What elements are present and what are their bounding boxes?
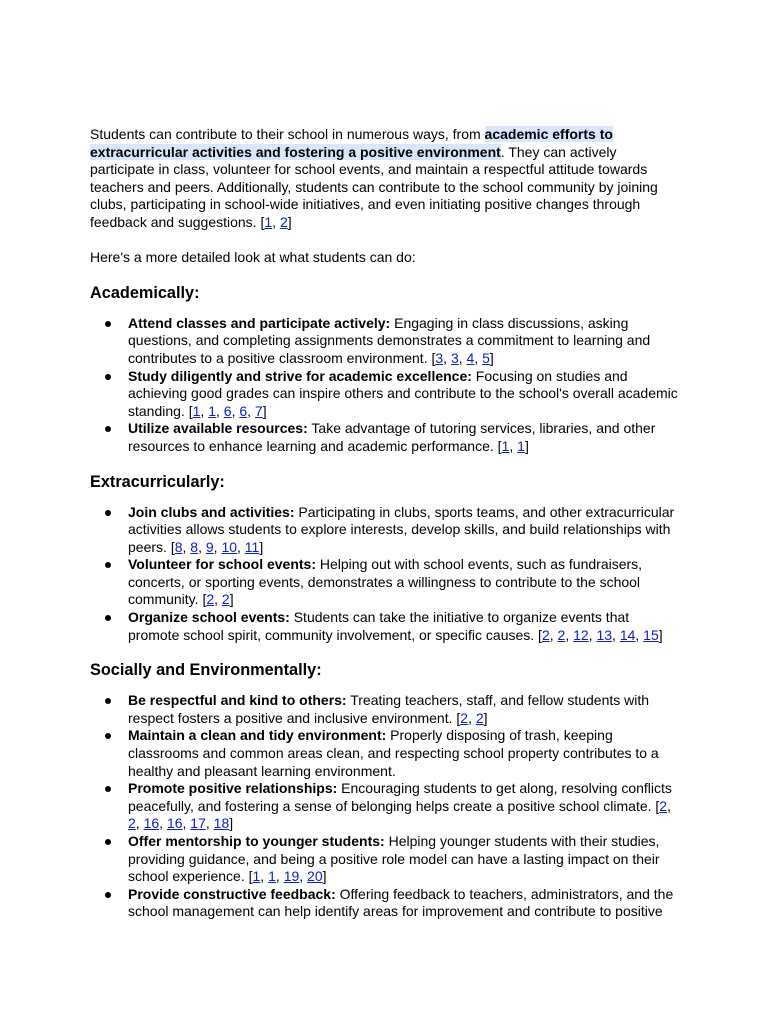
item-term: Promote positive relationships: <box>128 780 338 797</box>
citation-link[interactable]: 1 <box>501 437 510 454</box>
item-description: Focusing on studies and achieving good grades can inspire others and contribute to the school's overall academic standing. <box>128 367 678 419</box>
bullet-list <box>90 504 684 645</box>
list-item <box>90 609 684 644</box>
list-item <box>90 556 684 609</box>
item-description: Encouraging students to get along, resolving conflicts peacefully, and fostering a sense of belonging helps create a positive school climate. <box>128 780 672 814</box>
citation-link[interactable]: 2 <box>541 626 550 643</box>
item-term: Be respectful and kind to others: <box>128 692 347 709</box>
citation-link[interactable]: 14 <box>619 626 636 643</box>
lead-sentence: Here's a more detailed look at what students can do: <box>90 249 416 266</box>
highlighted-phrase: academic efforts to extracurricular activities and fostering a positive environment <box>90 126 613 160</box>
section-heading: Academically: <box>90 283 200 302</box>
citation-link[interactable]: 2 <box>659 797 668 814</box>
list-item <box>90 368 684 421</box>
citation-link[interactable]: 2 <box>475 709 484 726</box>
citation-link[interactable]: 20 <box>307 868 323 885</box>
item-term: Provide constructive feedback: <box>128 885 336 902</box>
citation-link[interactable]: 2 <box>128 815 136 832</box>
bullet-list <box>90 692 684 921</box>
section-heading: Extracurricularly: <box>90 472 225 491</box>
item-description: Students can take the initiative to organize events that promote school spirit, community involvement, or specific causes. <box>128 609 630 643</box>
citation-link[interactable]: 2 <box>221 591 230 608</box>
item-description: Properly disposing of trash, keeping classrooms and common areas clean, and respecting school property contributes to a healthy and pleasant learning environment. <box>128 727 659 779</box>
list-item <box>90 833 684 886</box>
item-term: Volunteer for school events: <box>128 556 316 573</box>
list-item <box>90 420 684 455</box>
item-description: Helping out with school events, such as fundraisers, concerts, or sporting events, demonstrates a willingness to contribute to the school community. <box>128 556 643 608</box>
citation-group: [2, 2] <box>202 591 234 608</box>
item-term: Maintain a clean and tidy environment: <box>128 727 387 744</box>
citation-link[interactable]: 9 <box>205 538 214 555</box>
item-description: Engaging in class discussions, asking questions, and completing assignments demonstrates a commitment to learning and contributes to a positive classroom environment. <box>128 314 651 366</box>
item-description: Treating teachers, staff, and fellow students with respect fosters a positive and inclusive environment. <box>128 692 650 726</box>
citation-group: [2, 2, 16, 16, 17, 18] <box>128 797 671 832</box>
citation-link[interactable]: 1 <box>192 402 201 419</box>
section-heading: Socially and Environmentally: <box>90 661 322 680</box>
item-description: Take advantage of tutoring services, libraries, and other resources to enhance learning and academic performance. <box>128 420 656 454</box>
citation-group: [1, 1] <box>497 437 529 454</box>
intro-paragraph <box>90 126 684 232</box>
citation-group: [2, 2, 12, 13, 14, 15] <box>538 626 663 643</box>
citation-link[interactable]: 6 <box>239 402 248 419</box>
item-description: Helping younger students with their studies, providing guidance, and being a positive role model can have a lasting impact on their school experience. <box>128 833 660 885</box>
citation-link[interactable]: 3 <box>435 349 444 366</box>
citation-link[interactable]: 5 <box>482 349 490 366</box>
citation-link[interactable]: 2 <box>557 626 566 643</box>
citation-group: [1, 1, 19, 20] <box>248 868 327 885</box>
item-term: Attend classes and participate actively: <box>128 314 391 331</box>
citation-link[interactable]: 12 <box>573 626 589 643</box>
citation-group: [2, 2] <box>456 709 488 726</box>
bullet-list <box>90 315 684 456</box>
intro-text-start: Students can contribute to their school in numerous ways, from <box>90 126 485 142</box>
item-description: Participating in clubs, sports teams, and other extracurricular activities allows students to explore interests, develop skills, and build relationships with peers. <box>128 503 675 555</box>
citation-link[interactable]: 1 <box>268 868 276 885</box>
item-description: Offering feedback to teachers, administrators, and the school management can help identify areas for improvement and contribute to positive <box>128 885 674 920</box>
citation-link[interactable]: 16 <box>143 815 160 832</box>
item-term: Organize school events: <box>128 609 290 626</box>
item-term: Join clubs and activities: <box>128 503 295 520</box>
list-item <box>90 780 684 833</box>
document-content <box>90 126 684 921</box>
citation-link[interactable]: 13 <box>596 626 613 643</box>
citation-link[interactable]: 1 <box>252 868 261 885</box>
list-item <box>90 727 684 780</box>
citation-link[interactable]: 17 <box>190 815 206 832</box>
citation-link[interactable]: 1 <box>517 437 525 454</box>
citation-link[interactable]: 10 <box>221 538 238 555</box>
citation-link[interactable]: 1 <box>264 213 273 230</box>
item-term: Study diligently and strive for academic excellence: <box>128 367 472 384</box>
citation-link[interactable]: 8 <box>174 538 183 555</box>
citation-link[interactable]: 6 <box>223 402 232 419</box>
list-item <box>90 692 684 727</box>
citation-link[interactable]: 8 <box>190 538 199 555</box>
citation-link[interactable]: 19 <box>283 868 300 885</box>
list-item <box>90 504 684 557</box>
list-item <box>90 886 684 921</box>
citation-link[interactable]: 1 <box>208 402 216 419</box>
intro-text-end: . They can actively participate in class, volunteer for school events, and maintain a respectful attitude towards teachers and peers. Additionally, students can contribute to the school community by joining clubs, participating in school-wide initiatives, and even initiating positive changes through feedback and suggestions. <box>90 143 658 230</box>
citation-link[interactable]: 16 <box>166 815 183 832</box>
citation-link[interactable]: 4 <box>466 349 475 366</box>
citation-group: [1, 1, 6, 6, 7] <box>188 402 267 419</box>
list-item <box>90 315 684 368</box>
citation-link[interactable]: 18 <box>213 815 230 832</box>
citation-link[interactable]: 2 <box>460 709 469 726</box>
citation-link[interactable]: 2 <box>279 213 288 230</box>
citation-link[interactable]: 11 <box>244 538 260 555</box>
sections-container <box>90 283 684 921</box>
item-term: Offer mentorship to younger students: <box>128 833 385 849</box>
citation-link[interactable]: 7 <box>254 402 263 419</box>
citation-group: [8, 8, 9, 10, 11] <box>170 538 264 555</box>
citation-link[interactable]: 2 <box>206 591 215 608</box>
item-term: Utilize available resources: <box>128 420 308 437</box>
citation-group: [1, 2] <box>260 213 292 230</box>
citation-link[interactable]: 15 <box>643 626 659 643</box>
citation-link[interactable]: 3 <box>450 349 459 366</box>
citation-group: [3, 3, 4, 5] <box>431 349 494 366</box>
